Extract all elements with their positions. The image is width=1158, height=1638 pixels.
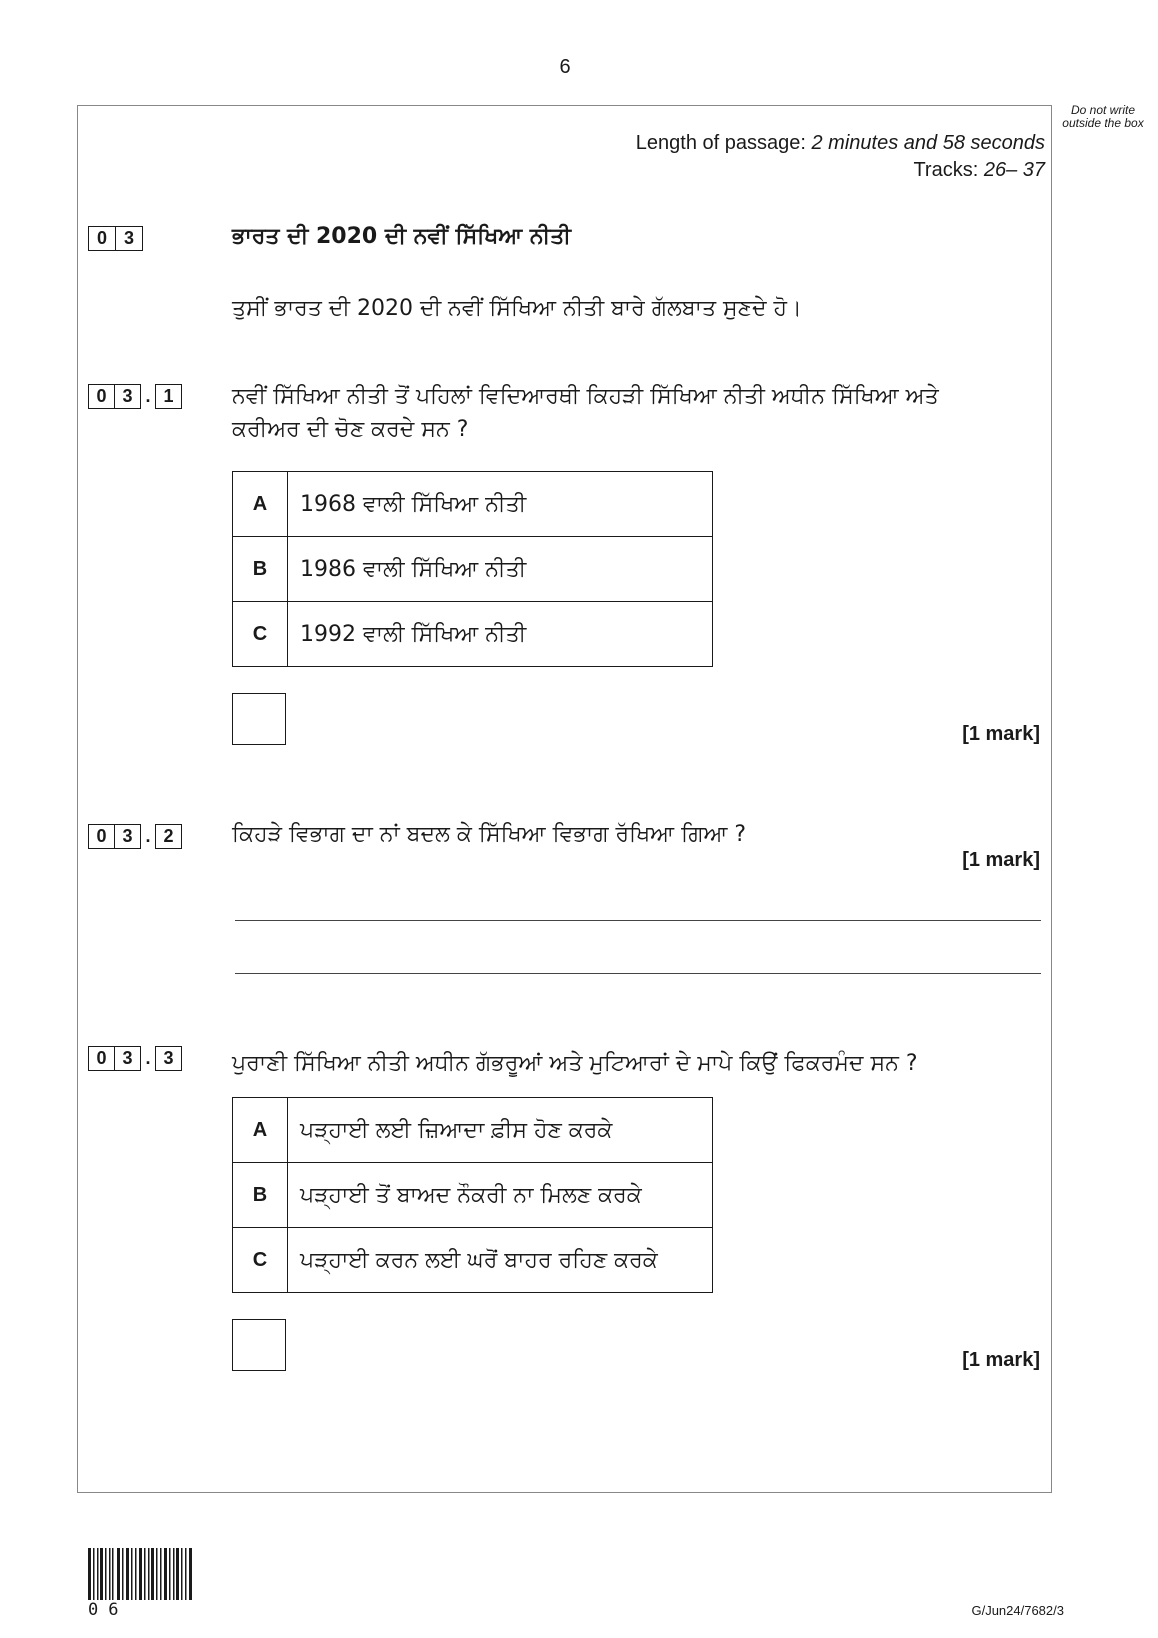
option-row[interactable] — [233, 602, 713, 667]
section-number — [88, 226, 143, 251]
option-row[interactable] — [233, 1098, 713, 1163]
question-03-2-text: ਕਿਹੜੇ ਵਿਭਾਗ ਦਾ ਨਾਂ ਬਦਲ ਕੇ ਸਿੱਖਿਆ ਵਿਭਾਗ ਰੱਖਿਆ ਗਿਆ ? — [232, 822, 747, 847]
passage-length-value: 2 minutes and 58 seconds — [811, 132, 1045, 154]
margin-note: Do not write outside the box — [1062, 103, 1144, 130]
question-03-1-options — [232, 471, 713, 667]
question-number-digit: 0 — [96, 1048, 107, 1068]
question-number-digit: 3 — [114, 1047, 140, 1070]
option-letter: B — [233, 1163, 288, 1228]
answer-line[interactable] — [235, 920, 1041, 921]
option-letter: A — [233, 1098, 288, 1163]
barcode-number: 06 — [88, 1600, 129, 1620]
option-text: ਪੜ੍ਹਾਈ ਕਰਨ ਲਈ ਘਰੋਂ ਬਾਹਰ ਰਹਿਣ ਕਰਕੇ — [288, 1228, 713, 1293]
question-number-digit: 3 — [163, 1048, 174, 1068]
question-number-digit: 0 — [96, 386, 107, 406]
question-03-1-text-line2: ਕਰੀਅਰ ਦੀ ਚੋਣ ਕਰਦੇ ਸਨ ? — [232, 417, 469, 442]
question-number-dot: . — [145, 826, 151, 846]
question-03-1-text-line1: ਨਵੀਂ ਸਿੱਖਿਆ ਨੀਤੀ ਤੋਂ ਪਹਿਲਾਂ ਵਿਦਿਆਰਥੀ ਕਿਹੜੀ ਸਿੱਖਿਆ ਨੀਤੀ ਅਧੀਨ ਸਿੱਖਿਆ ਅਤੇ — [232, 384, 939, 409]
mark-03-1: [1 mark] — [962, 723, 1040, 745]
option-row[interactable] — [233, 1228, 713, 1293]
tracks-value: 26– 37 — [983, 159, 1045, 181]
question-number-digit: 3 — [114, 825, 140, 848]
answer-line[interactable] — [235, 973, 1041, 974]
section-number-digit: 3 — [115, 227, 142, 250]
question-number-03-1 — [88, 384, 182, 409]
option-letter: C — [233, 1228, 288, 1293]
passage-length-label: Length of passage: — [635, 132, 812, 154]
question-number-dot: . — [145, 386, 151, 406]
question-number-03-3 — [88, 1046, 182, 1071]
option-letter: A — [233, 472, 288, 537]
passage-info — [636, 130, 1045, 184]
section-number-digit: 0 — [96, 228, 107, 248]
option-row[interactable] — [233, 1163, 713, 1228]
paper-code: G/Jun24/7682/3 — [971, 1603, 1064, 1618]
mark-03-3: [1 mark] — [962, 1349, 1040, 1371]
option-letter: C — [233, 602, 288, 667]
option-text: 1968 ਵਾਲੀ ਸਿੱਖਿਆ ਨੀਤੀ — [288, 472, 713, 537]
page-number: 6 — [559, 56, 571, 78]
option-letter: B — [233, 537, 288, 602]
question-number-dot: . — [145, 1048, 151, 1068]
section-intro: ਤੁਸੀਂ ਭਾਰਤ ਦੀ 2020 ਦੀ ਨਵੀਂ ਸਿੱਖਿਆ ਨੀਤੀ ਬਾਰੇ ਗੱਲਬਾਤ ਸੁਣਦੇ ਹੋ। — [232, 296, 802, 321]
question-03-3-options — [232, 1097, 713, 1293]
question-03-1-text — [232, 380, 939, 446]
answer-box-03-3[interactable] — [232, 1319, 286, 1371]
option-row[interactable] — [233, 472, 713, 537]
option-text: ਪੜ੍ਹਾਈ ਤੋਂ ਬਾਅਦ ਨੌਕਰੀ ਨਾ ਮਿਲਣ ਕਰਕੇ — [288, 1163, 713, 1228]
question-03-3-text: ਪੁਰਾਣੀ ਸਿੱਖਿਆ ਨੀਤੀ ਅਧੀਨ ਗੱਭਰੂਆਂ ਅਤੇ ਮੁਟਿਆਰਾਂ ਦੇ ਮਾਪੇ ਕਿਉਂ ਫਿਕਰਮੰਦ ਸਨ ? — [232, 1051, 918, 1076]
question-number-digit: 0 — [96, 826, 107, 846]
section-title: ਭਾਰਤ ਦੀ 2020 ਦੀ ਨਵੀਂ ਸਿੱਖਿਆ ਨੀਤੀ — [232, 224, 571, 249]
tracks-label: Tracks: — [913, 159, 984, 181]
option-row[interactable] — [233, 537, 713, 602]
barcode-icon — [88, 1548, 192, 1600]
option-text: 1986 ਵਾਲੀ ਸਿੱਖਿਆ ਨੀਤੀ — [288, 537, 713, 602]
question-number-digit: 1 — [163, 386, 174, 406]
option-text: 1992 ਵਾਲੀ ਸਿੱਖਿਆ ਨੀਤੀ — [288, 602, 713, 667]
question-number-digit: 3 — [114, 385, 140, 408]
question-number-digit: 2 — [163, 826, 174, 846]
mark-03-2: [1 mark] — [962, 849, 1040, 871]
option-text: ਪੜ੍ਹਾਈ ਲਈ ਜ਼ਿਆਦਾ ਫ਼ੀਸ ਹੋਣ ਕਰਕੇ — [288, 1098, 713, 1163]
question-number-03-2 — [88, 824, 182, 849]
answer-box-03-1[interactable] — [232, 693, 286, 745]
